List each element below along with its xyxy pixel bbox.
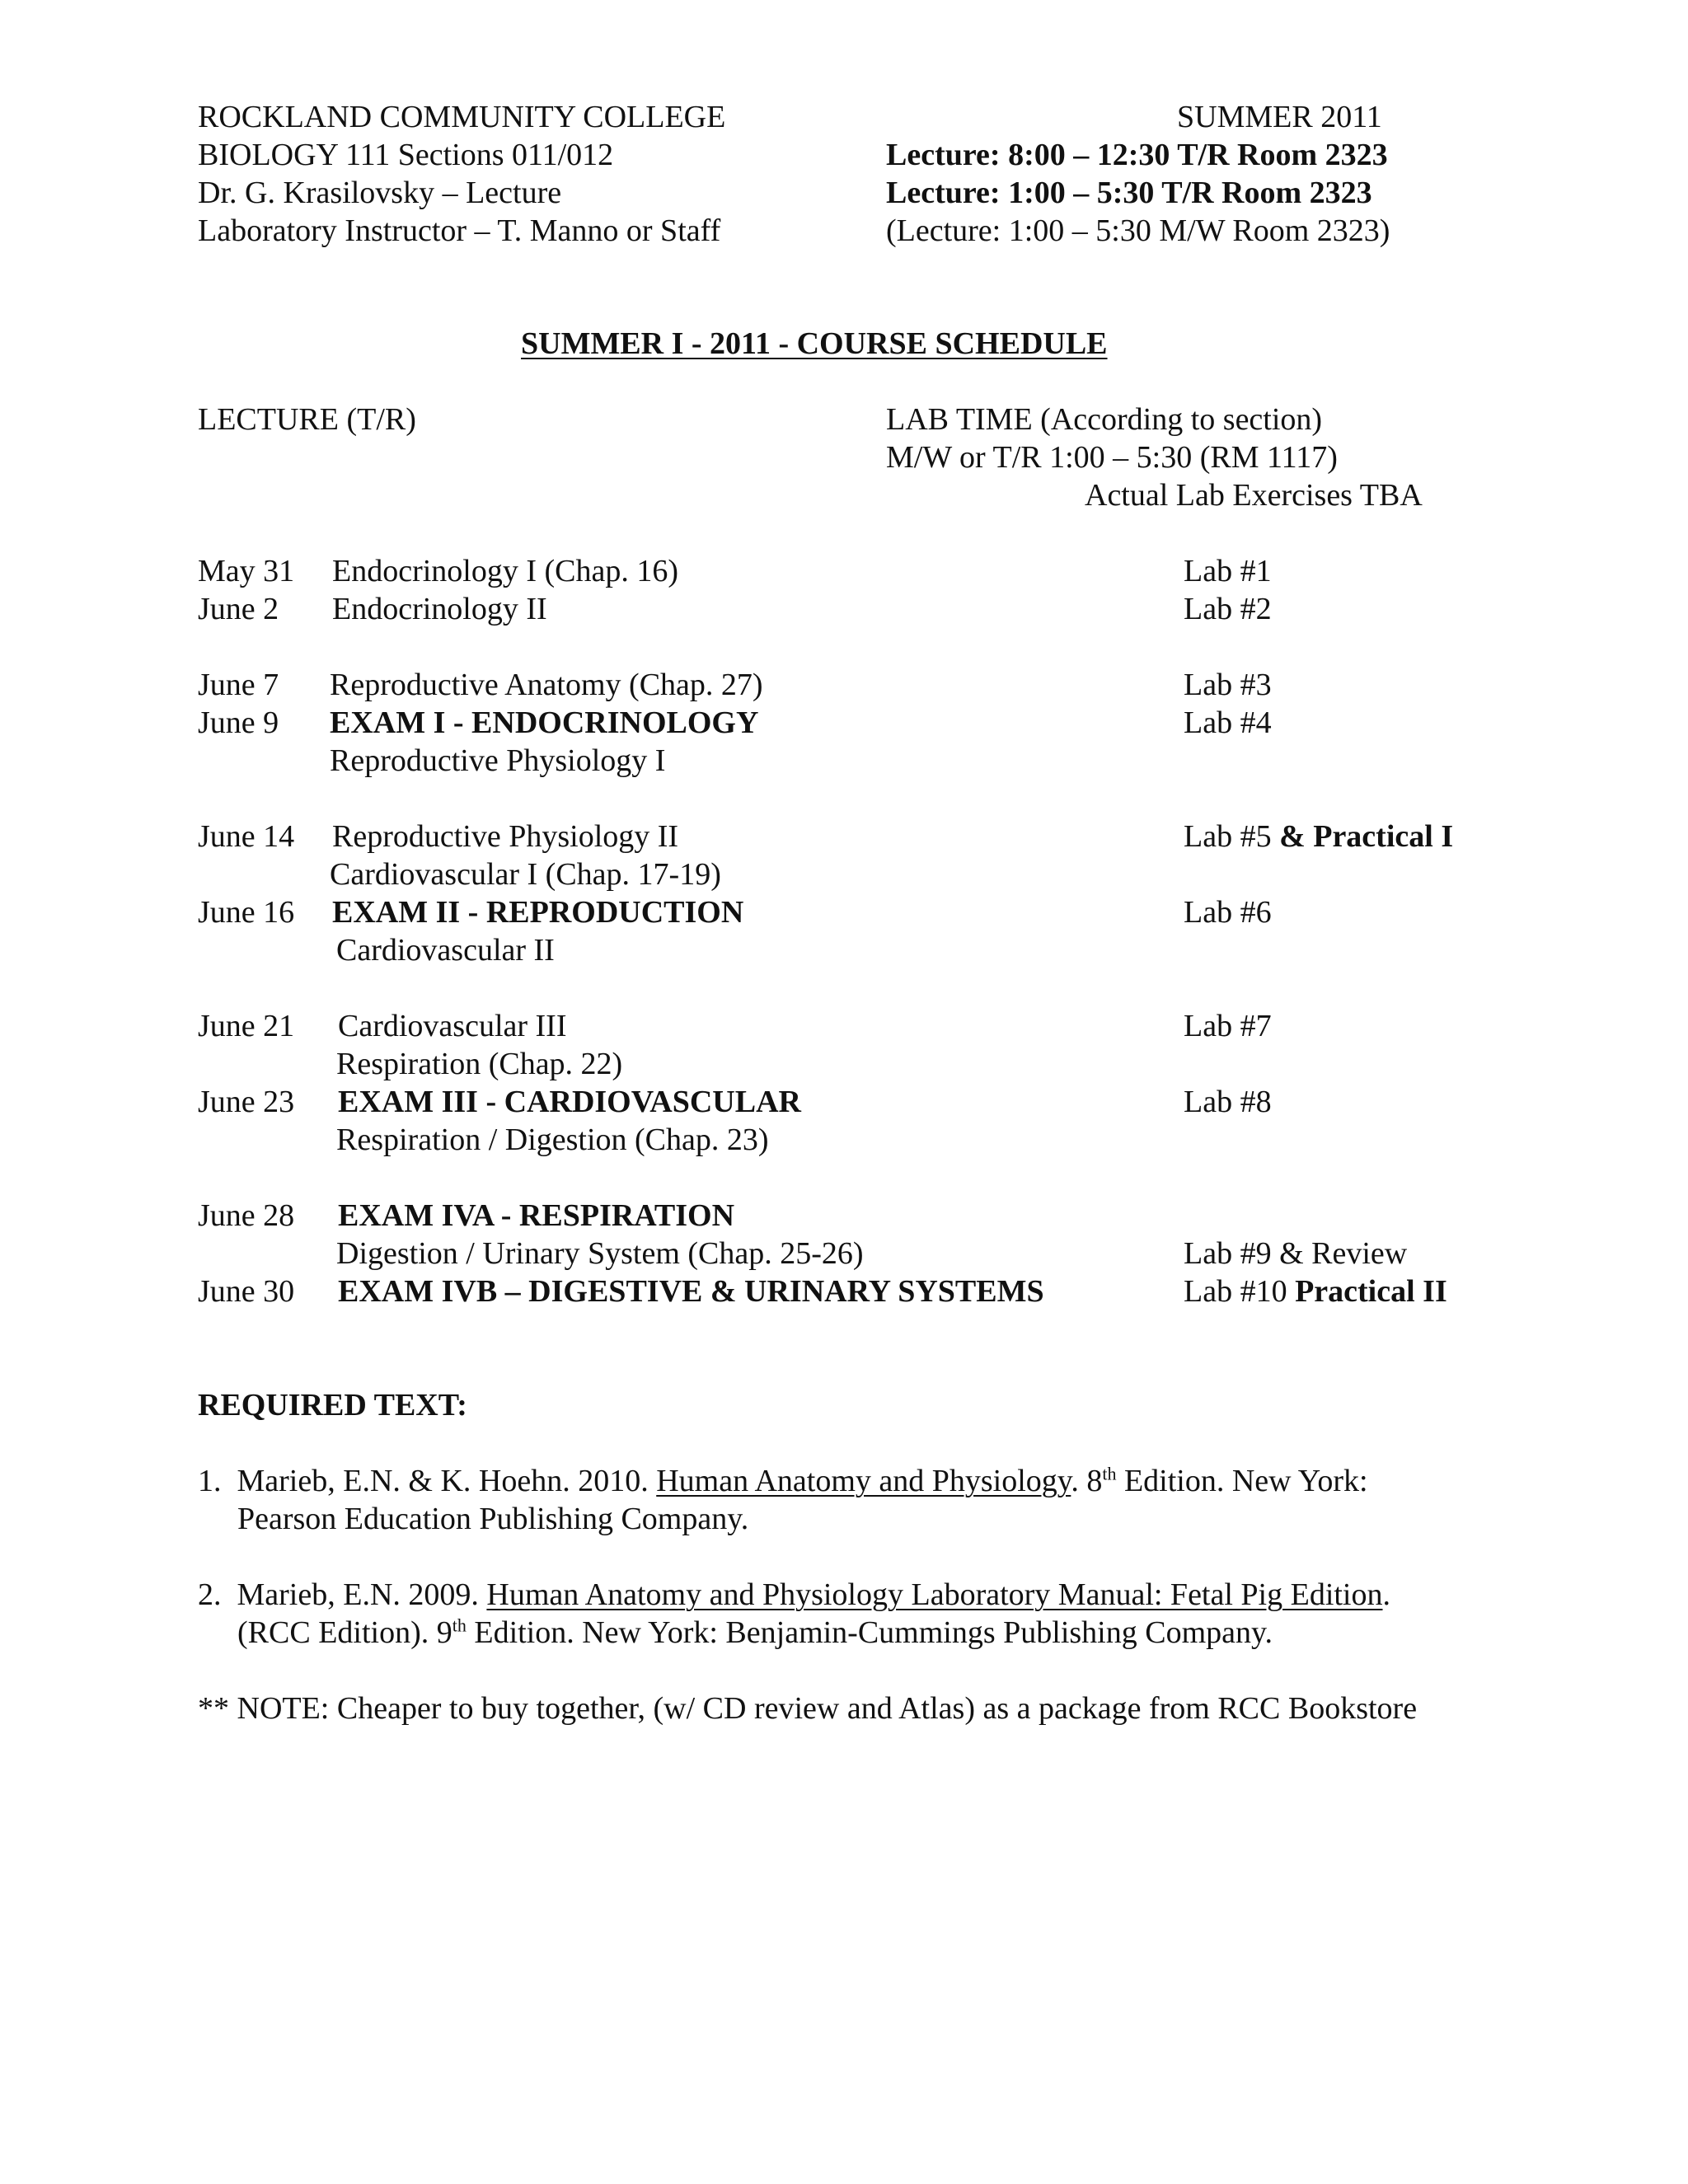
- ref-number: 1.: [198, 1464, 222, 1498]
- schedule-lab: Lab #7: [1184, 1009, 1272, 1043]
- schedule-lab: Lab #2: [1184, 592, 1272, 626]
- reference-1-line2: Pearson Education Publishing Company.: [237, 1502, 749, 1536]
- ref-edition-sup: th: [1102, 1463, 1117, 1484]
- schedule-lab: Lab #1: [1184, 554, 1272, 588]
- schedule-topic: Respiration (Chap. 22): [336, 1047, 623, 1081]
- ref-number: 2.: [198, 1577, 222, 1612]
- lecture-time-2: Lecture: 1:00 – 5:30 T/R Room 2323: [886, 176, 1372, 210]
- schedule-topic: Cardiovascular II: [336, 933, 555, 968]
- schedule-topic: Reproductive Physiology II: [332, 819, 679, 854]
- schedule-topic: Endocrinology I (Chap. 16): [332, 554, 679, 588]
- schedule-lab: [1184, 1272, 1447, 1310]
- ref-edition: 8: [1086, 1464, 1103, 1498]
- schedule-exam: EXAM I - ENDOCRINOLOGY: [330, 705, 759, 740]
- schedule-topic: Digestion / Urinary System (Chap. 25-26): [336, 1236, 864, 1271]
- lecture-column-header: LECTURE (T/R): [198, 402, 416, 437]
- lecture-time-1: Lecture: 8:00 – 12:30 T/R Room 2323: [886, 138, 1388, 172]
- schedule-date: June 21: [198, 1009, 295, 1043]
- practical-label: Practical II: [1295, 1274, 1447, 1309]
- instructor-name: Dr. G. Krasilovsky – Lecture: [198, 176, 562, 210]
- required-text-heading: REQUIRED TEXT:: [198, 1388, 467, 1422]
- schedule-lab: Lab #4: [1184, 705, 1272, 740]
- lab-note: Actual Lab Exercises TBA: [1085, 478, 1423, 513]
- reference-2: 2. Marieb, E.N. 2009. Human Anatomy and Physiology Laboratory Manual: Fetal Pig Edition.: [198, 1577, 1390, 1612]
- schedule-date: June 23: [198, 1085, 295, 1119]
- schedule-date: June 9: [198, 705, 279, 740]
- course-name: BIOLOGY 111 Sections 011/012: [198, 138, 614, 172]
- schedule-exam: EXAM III - CARDIOVASCULAR: [338, 1085, 801, 1119]
- schedule-topic: Endocrinology II: [332, 592, 547, 626]
- schedule-exam: EXAM IVA - RESPIRATION: [338, 1198, 735, 1233]
- schedule-date: June 30: [198, 1274, 295, 1309]
- ref-edition-sup: th: [452, 1615, 467, 1636]
- lab-time-header: LAB TIME (According to section): [886, 402, 1323, 437]
- ref-publisher: Edition. New York:: [1123, 1464, 1368, 1498]
- schedule-date: May 31: [198, 554, 295, 588]
- schedule-topic: Reproductive Anatomy (Chap. 27): [330, 668, 763, 702]
- lab-days: M/W or T/R 1:00 – 5:30 (RM 1117): [886, 440, 1338, 475]
- schedule-topic: Cardiovascular III: [338, 1009, 567, 1043]
- reference-2-line2: [237, 1614, 1273, 1652]
- schedule-lab: Lab #3: [1184, 668, 1272, 702]
- lecture-time-3: (Lecture: 1:00 – 5:30 M/W Room 2323): [886, 213, 1390, 248]
- lab-instructor: Laboratory Instructor – T. Manno or Staff: [198, 213, 721, 248]
- lab-number: Lab #10: [1184, 1274, 1287, 1309]
- schedule-lab: Lab #6: [1184, 895, 1272, 930]
- schedule-lab: Lab #8: [1184, 1085, 1272, 1119]
- college-name: ROCKLAND COMMUNITY COLLEGE: [198, 100, 726, 134]
- schedule-exam: EXAM II - REPRODUCTION: [332, 895, 744, 930]
- bookstore-note: ** NOTE: Cheaper to buy together, (w/ CD review and Atlas) as a package from RCC Bookstore: [198, 1691, 1418, 1726]
- schedule-exam: EXAM IVB – DIGESTIVE & URINARY SYSTEMS: [338, 1274, 1044, 1309]
- term-label: SUMMER 2011: [1177, 100, 1382, 134]
- schedule-topic: Cardiovascular I (Chap. 17-19): [330, 857, 721, 892]
- schedule-date: June 2: [198, 592, 279, 626]
- reference-1: 1. Marieb, E.N. & K. Hoehn. 2010. Human Anatomy and Physiology. 8th Edition. New York:: [198, 1463, 1368, 1498]
- ref-title: Human Anatomy and Physiology: [656, 1464, 1071, 1498]
- schedule-lab: Lab #9 & Review: [1184, 1236, 1408, 1271]
- practical-label: & Practical I: [1279, 819, 1454, 854]
- ref-authors: Marieb, E.N. & K. Hoehn. 2010.: [237, 1464, 649, 1498]
- ref-publisher: Edition. New York: Benjamin-Cummings Publishing Company.: [474, 1615, 1273, 1650]
- schedule-date: June 28: [198, 1198, 295, 1233]
- schedule-date: June 7: [198, 668, 279, 702]
- ref-authors: Marieb, E.N. 2009.: [237, 1577, 479, 1612]
- ref-edition-start: (RCC Edition). 9: [237, 1615, 452, 1650]
- schedule-date: June 14: [198, 819, 295, 854]
- schedule-topic: Respiration / Digestion (Chap. 23): [336, 1122, 769, 1157]
- schedule-date: June 16: [198, 895, 295, 930]
- ref-title: Human Anatomy and Physiology Laboratory Manual: Fetal Pig Edition: [486, 1577, 1383, 1612]
- lab-number: Lab #5: [1184, 819, 1272, 854]
- schedule-title: SUMMER I - 2011 - COURSE SCHEDULE: [521, 326, 1108, 361]
- schedule-topic: Reproductive Physiology I: [330, 743, 666, 778]
- schedule-lab: [1184, 818, 1453, 855]
